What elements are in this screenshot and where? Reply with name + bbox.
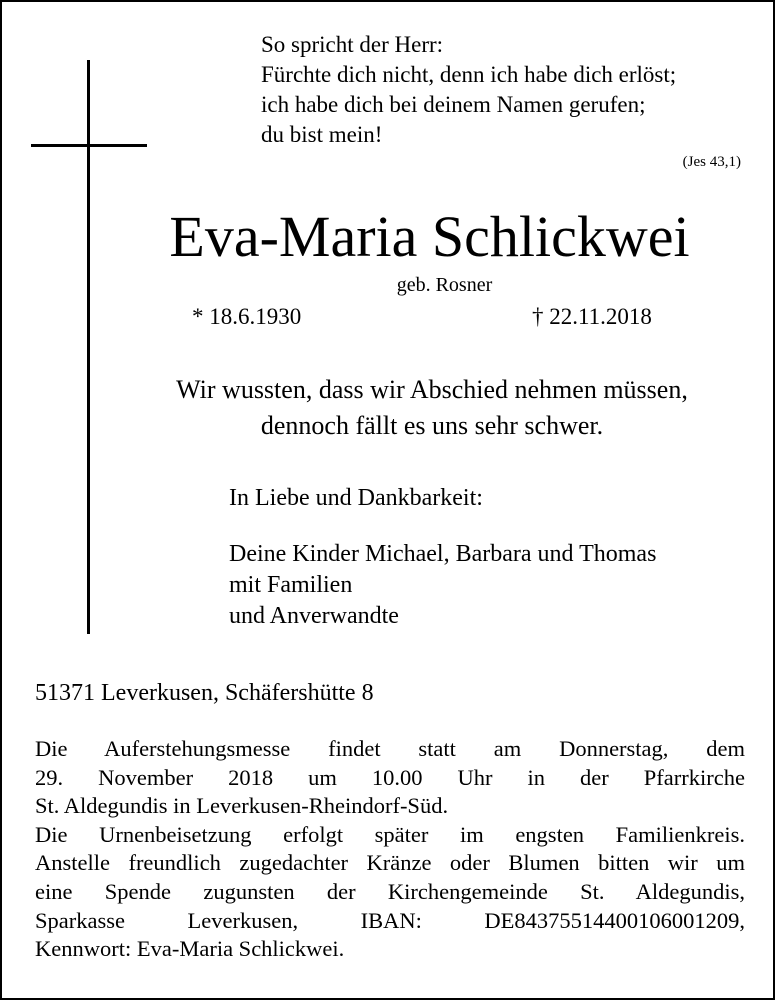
cross-horizontal-bar	[31, 144, 147, 147]
deceased-name: Eva-Maria Schlickwei	[169, 204, 690, 269]
farewell-text	[2, 372, 775, 444]
family-address: 51371 Leverkusen, Schäfershütte 8	[35, 680, 374, 706]
maiden-name: geb. Rosner	[396, 274, 493, 296]
farewell-line: Wir wussten, dass wir Abschied nehmen müssen,	[176, 375, 688, 404]
mourners-intro: In Liebe und Dankbarkeit:	[229, 485, 483, 511]
mourners-line: mit Familien	[229, 572, 353, 598]
notice-line: eine Spende zugunsten der Kirchengemeinde St. Aldegundis,	[35, 878, 745, 904]
notice-line: Anstelle freundlich zugedachter Kränze oder Blumen bitten wir um	[35, 850, 745, 876]
bible-verse	[261, 30, 676, 150]
verse-line: ich habe dich bei deinem Namen gerufen;	[261, 92, 646, 117]
verse-line: du bist mein!	[261, 122, 383, 147]
birth-date: * 18.6.1930	[192, 304, 302, 329]
notice-line: 29. November 2018 um 10.00 Uhr in der Pfarrkirche	[35, 764, 745, 790]
notice-line: Sparkasse Leverkusen, IBAN: DE84375514400106001209,	[35, 907, 745, 933]
notice-line: Die Auferstehungsmesse findet statt am Donnerstag, dem	[35, 736, 745, 761]
notice-line: Kennwort: Eva-Maria Schlickwei.	[35, 936, 345, 962]
verse-reference: (Jes 43,1)	[682, 154, 741, 170]
funeral-notice	[35, 735, 745, 964]
verse-line: So spricht der Herr:	[261, 32, 444, 57]
mourners-line: Deine Kinder Michael, Barbara und Thomas	[229, 541, 657, 567]
notice-line: St. Aldegundis in Leverkusen-Rheindorf-Süd.	[35, 793, 449, 819]
mourners-line: und Anverwandte	[229, 603, 399, 629]
mourners-block	[229, 483, 656, 632]
verse-line: Fürchte dich nicht, denn ich habe dich erlöst;	[261, 62, 677, 87]
notice-line: Die Urnenbeisetzung erfolgt später im engsten Familienkreis.	[35, 821, 745, 847]
farewell-line: dennoch fällt es uns sehr schwer.	[260, 411, 604, 440]
death-date: † 22.11.2018	[532, 304, 652, 329]
